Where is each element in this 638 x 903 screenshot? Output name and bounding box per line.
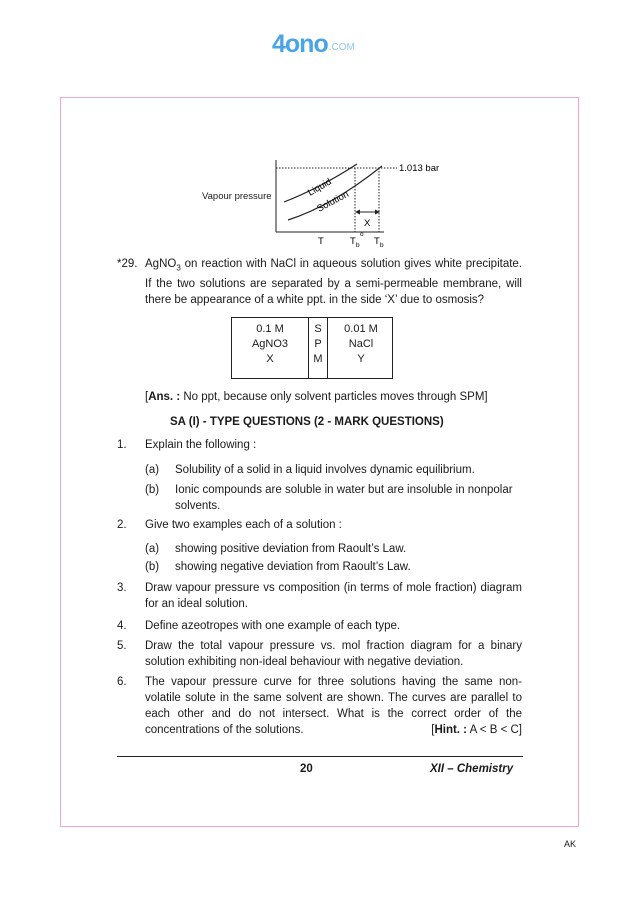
question-5-number: 5. [117,640,127,652]
question-2a-letter: (a) [145,543,160,555]
question-29-subscript: 3 [176,263,181,273]
question-1-number: 1. [117,439,127,451]
hint-6-open: [ [431,724,435,736]
question-2a-text: showing positive deviation from Raoult’s Law. [175,543,407,555]
spm-left-side: X [266,353,274,365]
spm-right-conc: 0.01 M [344,323,378,335]
tick-tb: T [374,236,380,247]
delta-label: X [364,218,371,229]
tick-tb0-sub: b [356,242,360,249]
hint-6-text: A < B < C] [467,724,522,736]
question-2b-text: showing negative deviation from Raoult’s Law. [175,561,411,573]
footer-title: XII – Chemistry [430,763,514,775]
section-title: SA (I) - TYPE QUESTIONS (2 - MARK QUESTIONS) [170,416,444,428]
question-1-text: Explain the following : [145,439,257,451]
question-2b-letter: (b) [145,561,160,573]
question-2-number: 2. [117,519,127,531]
corner-tag: AK [564,839,577,849]
question-29-text [145,256,522,308]
spm-letter-p: P [314,338,322,350]
question-6-number: 6. [117,676,127,688]
question-4-text: Define azeotropes with one example of each type. [145,620,401,632]
spm-left-salt: AgNO3 [251,338,289,350]
solution-label: Solution [315,188,351,215]
question-1a-text: Solubility of a solid in a liquid involves dynamic equilibrium. [175,464,475,476]
logo-mark: 4ono [272,30,328,58]
question-29-text-b: on reaction with NaCl in aqueous solution gives white precipitate. If the two solutions are separated by a semi-permeable membrane, will there be appearance of a white ppt. in the side ‘X’ due to osmosis? [145,258,522,307]
question-1b-letter: (b) [145,484,160,496]
question-3-text: Draw vapour pressure vs composition (in terms of mole fraction) diagram for an ideal solution. [145,582,522,610]
hint-6-label: Hint. : [434,724,468,736]
answer-29-text: No ppt, because only solvent particles moves through SPM] [180,391,488,403]
question-29-text-a: AgNO [145,258,177,270]
tick-t: T [318,236,324,247]
question-3-number: 3. [117,582,127,594]
tick-tb0: T [350,236,356,247]
spm-right-side: Y [357,353,365,365]
page-number: 20 [300,763,313,775]
spm-membrane-column [308,318,328,378]
question-29-number: *29. [117,258,138,270]
answer-29-label: Ans. : [148,391,181,403]
tick-tb0-sup: o [360,231,364,238]
spm-table [231,317,393,379]
graph-y-label: Vapour pressure [202,191,272,202]
spm-letter-s: S [314,323,322,335]
spm-letter-m: M [313,353,323,365]
question-4-number: 4. [117,620,127,632]
footer-rule [117,756,523,757]
question-5-text: Draw the total vapour pressure vs. mol fraction diagram for a binary solution exhibiting non-ideal behaviour with negative deviation. [145,640,522,668]
spm-right-salt: NaCl [348,338,374,350]
vapour-pressure-graph [192,150,452,250]
question-1a-letter: (a) [145,464,160,476]
question-6-text [145,674,522,738]
question-1b-text: Ionic compounds are soluble in water but are insoluble in nonpolar solvents. [175,484,513,512]
pressure-label: 1.013 bar [399,163,440,174]
question-2-text: Give two examples each of a solution : [145,519,342,531]
logo-suffix: .COM [328,42,355,53]
tick-tb-sub: b [380,242,384,249]
liquid-label: Liquid [306,176,334,199]
spm-left-conc: 0.1 M [256,323,284,335]
spm-right-column [328,318,394,378]
answer-29-open: [ [145,391,149,403]
spm-left-column [232,318,308,378]
answer-29 [145,389,522,405]
question-6-body: The vapour pressure curve for three solutions having the same non-volatile solute in the same solvent are shown. The curves are parallel to each other and do not intersect. What is the correct order of the concentrations of the solutions. [145,676,522,736]
hint-6 [431,722,522,738]
site-logo [272,30,355,58]
